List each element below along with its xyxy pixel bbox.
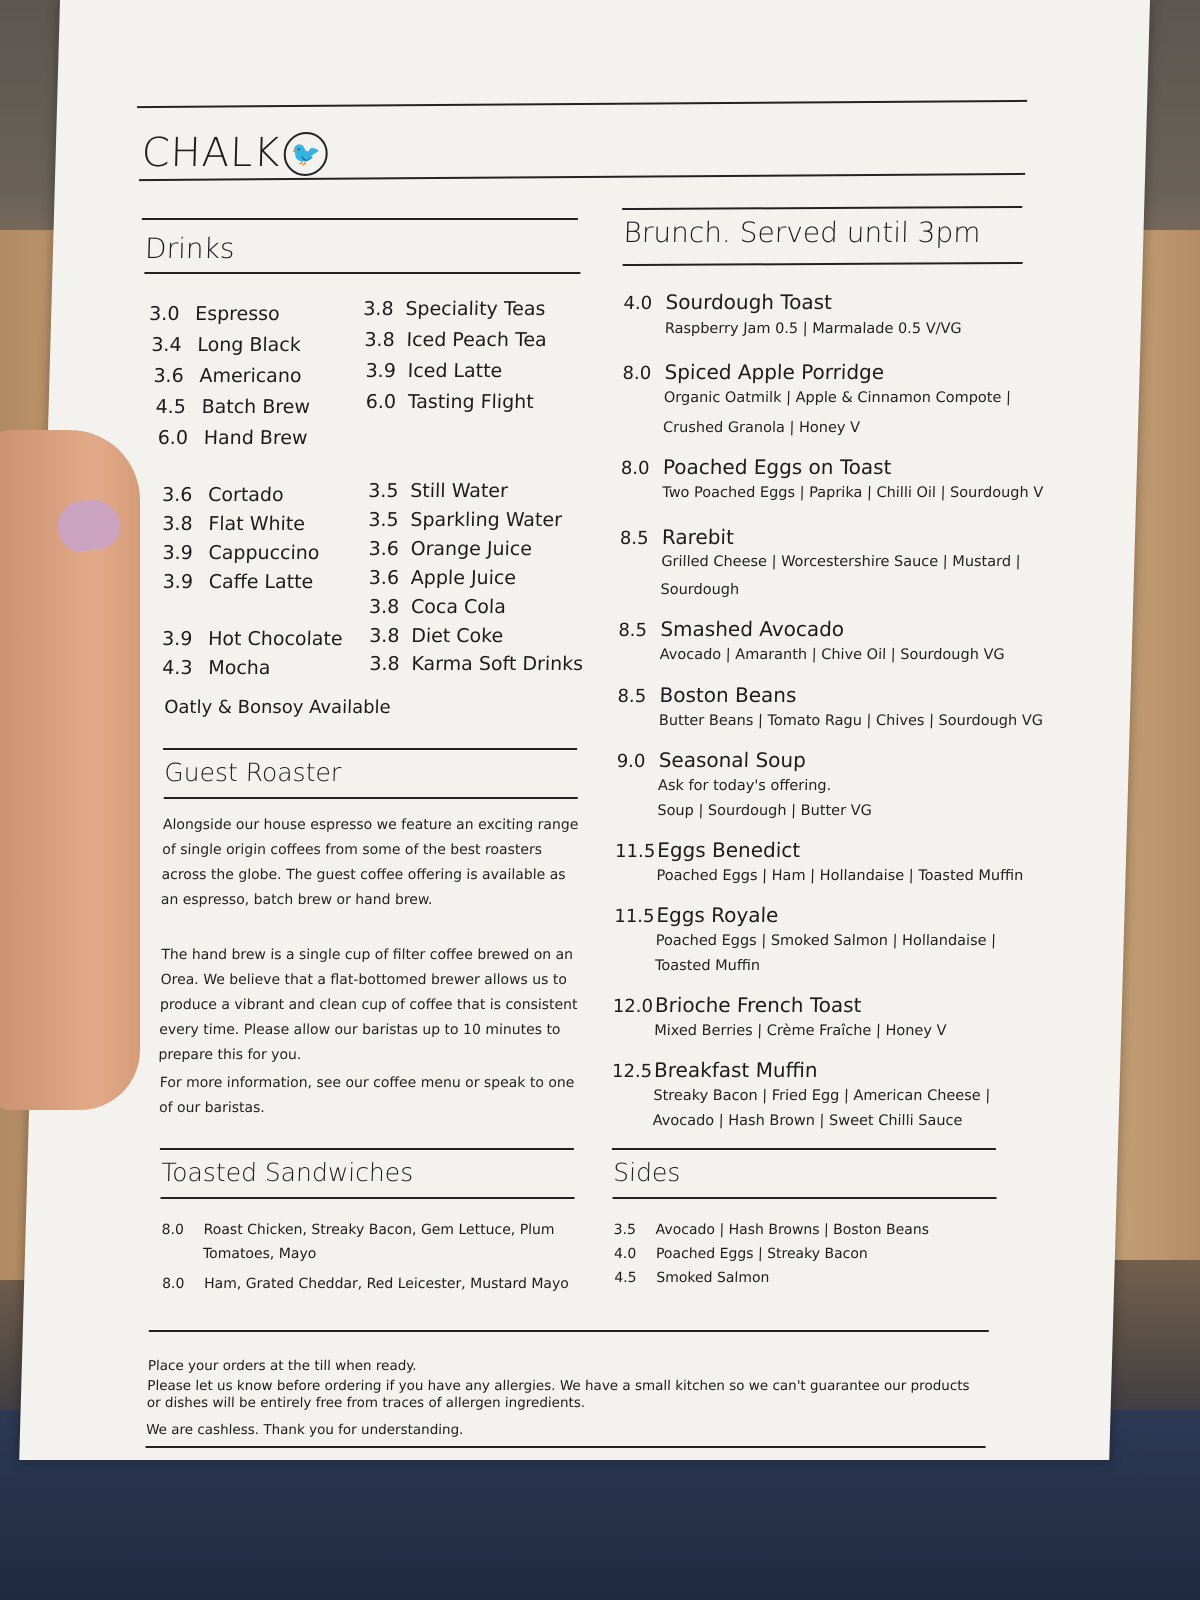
list-item: 3.8 Flat White [162,513,306,535]
menu-item-title: 8.0 Poached Eggs on Toast [620,455,892,479]
footer-cashless-note: We are cashless. Thank you for understanding. [145,1422,464,1438]
list-item-continuation: Tomatoes, Mayo [202,1246,317,1262]
menu-item-desc: Grilled Cheese | Worcestershire Sauce | Mustard | [661,554,1021,570]
list-item: 3.8 Coca Cola [368,596,507,618]
list-item: 3.5 Avocado | Hash Browns | Boston Beans [613,1222,930,1238]
bird-in-circle-icon: 🐦 [283,132,328,176]
menu-item-desc: Crushed Granola | Honey V [662,420,861,436]
divider [164,797,578,799]
section-title-toasted-sandwiches: Toasted Sandwiches [160,1158,414,1187]
list-item: 3.9 Cappuccino [162,542,320,564]
list-item: 3.5 Still Water [367,480,509,502]
menu-item-title: 12.0Brioche French Toast [612,993,862,1017]
list-item: 4.3 Mocha [162,657,271,679]
list-item: 6.0 Tasting Flight [365,391,535,413]
guest-roaster-paragraph: The hand brew is a single cup of filter coffee brewed on an Orea. We believe that a flat-bottomed brewer allows us to produce a vibrant and clean cup of coffee that is consistent every time. Please allow our baristas up to 10 minutes to prepare this for you. [158,947,578,1063]
divider [161,1197,575,1199]
list-item: 3.6 Americano [153,365,302,387]
divider [612,1148,996,1150]
divider [613,1197,997,1199]
list-item: 3.4 Long Black [151,334,302,356]
guest-roaster-paragraph: For more information, see our coffee menu or speak to one of our baristas. [158,1075,575,1116]
list-item: 3.6 Apple Juice [368,567,517,589]
menu-item-title: 8.5 Rarebit [619,525,735,549]
list-item: 3.6 Cortado [161,484,284,506]
footer-allergy-note: Please let us know before ordering if you have any allergies. We have a small kitchen so we can't guarantee our products or dishes will be entirely free from traces of allergen ingredients. [146,1378,970,1411]
section-title-sides: Sides [612,1158,681,1187]
list-item: 3.8 Diet Coke [368,625,504,647]
divider [160,1148,574,1150]
menu-item-desc: Mixed Berries | Crème Fraîche | Honey V [653,1023,947,1039]
menu-item-desc: Sourdough [660,582,740,598]
list-item: 4.0 Poached Eggs | Streaky Bacon [613,1246,869,1262]
menu-item-desc: Avocado | Amaranth | Chive Oil | Sourdough VG [659,647,1005,663]
list-item: 4.5 Batch Brew [155,396,311,418]
list-item: 3.8 Iced Peach Tea [364,329,548,351]
menu-item-title: 8.5 Smashed Avocado [618,617,845,641]
menu-sheet [19,0,1150,1460]
menu-item-desc: Avocado | Hash Brown | Sweet Chilli Sauce [652,1113,963,1129]
menu-item-desc: Raspberry Jam 0.5 | Marmalade 0.5 V/VG [664,321,962,337]
menu-item-desc: Toasted Muffin [654,958,761,974]
divider [137,100,1027,108]
divider [142,218,578,220]
divider [149,1330,989,1332]
footer-order-note: Place your orders at the till when ready. [147,1358,417,1374]
milk-alternatives-note: Oatly & Bonsoy Available [163,697,391,718]
menu-item-desc: Organic Oatmilk | Apple & Cinnamon Compote | [663,390,1012,406]
menu-item-desc: Streaky Bacon | Fried Egg | American Cheese | [653,1088,991,1104]
section-title-drinks: Drinks [144,232,235,265]
menu-item-title: 8.5 Boston Beans [617,683,797,707]
menu-item-desc: Two Poached Eggs | Paprika | Chilli Oil | Sourdough V [662,485,1044,501]
divider [163,748,577,750]
menu-item-desc: Ask for today's offering. [657,778,832,794]
section-title-brunch: Brunch. Served until 3pm [623,216,982,249]
list-item: 8.0 Ham, Grated Cheddar, Red Leicester, Mustard Mayo [161,1276,570,1292]
list-item: 3.8 Karma Soft Drinks [369,653,584,675]
divider [146,1446,986,1448]
divider [623,262,1023,266]
list-item: 3.9 Caffe Latte [162,571,314,593]
list-item: 4.5 Smoked Salmon [614,1270,770,1286]
section-title-guest-roaster: Guest Roaster [164,758,342,787]
list-item: 6.0 Hand Brew [157,427,308,449]
guest-roaster-paragraph: Alongside our house espresso we feature an exciting range of single origin coffees from some of the best roasters across the globe. The guest coffee offering is available as an espresso, batch brew or hand brew. [160,817,579,908]
menu-item-title: 9.0 Seasonal Soup [616,748,807,772]
list-item: 3.5 Sparkling Water [368,509,563,531]
menu-item-title: 8.0 Spiced Apple Porridge [622,360,885,384]
list-item: 3.8 Speciality Teas [363,298,546,320]
list-item: 3.6 Orange Juice [368,538,533,560]
divider [144,272,580,274]
menu-item-desc: Poached Eggs | Ham | Hollandaise | Toasted Muffin [656,868,1024,884]
menu-item-title: 11.5Eggs Benedict [614,838,801,862]
menu-item-desc: Butter Beans | Tomato Ragu | Chives | Sourdough VG [658,713,1044,729]
list-item: 3.0 Espresso [148,303,281,325]
menu-item-title: 12.5Breakfast Muffin [611,1058,818,1082]
menu-item-desc: Poached Eggs | Smoked Salmon | Hollandaise | [655,933,997,949]
menu-item-title: 11.5Eggs Royale [614,903,779,927]
divider [622,206,1022,210]
list-item: 8.0 Roast Chicken, Streaky Bacon, Gem Lettuce, Plum [161,1222,555,1238]
list-item: 3.9 Iced Latte [365,360,503,382]
menu-item-title: 4.0 Sourdough Toast [623,290,833,314]
list-item: 3.9 Hot Chocolate [161,628,343,650]
brand-logo-text: CHALK [141,130,282,176]
menu-item-desc: Soup | Sourdough | Butter VG [657,803,873,819]
